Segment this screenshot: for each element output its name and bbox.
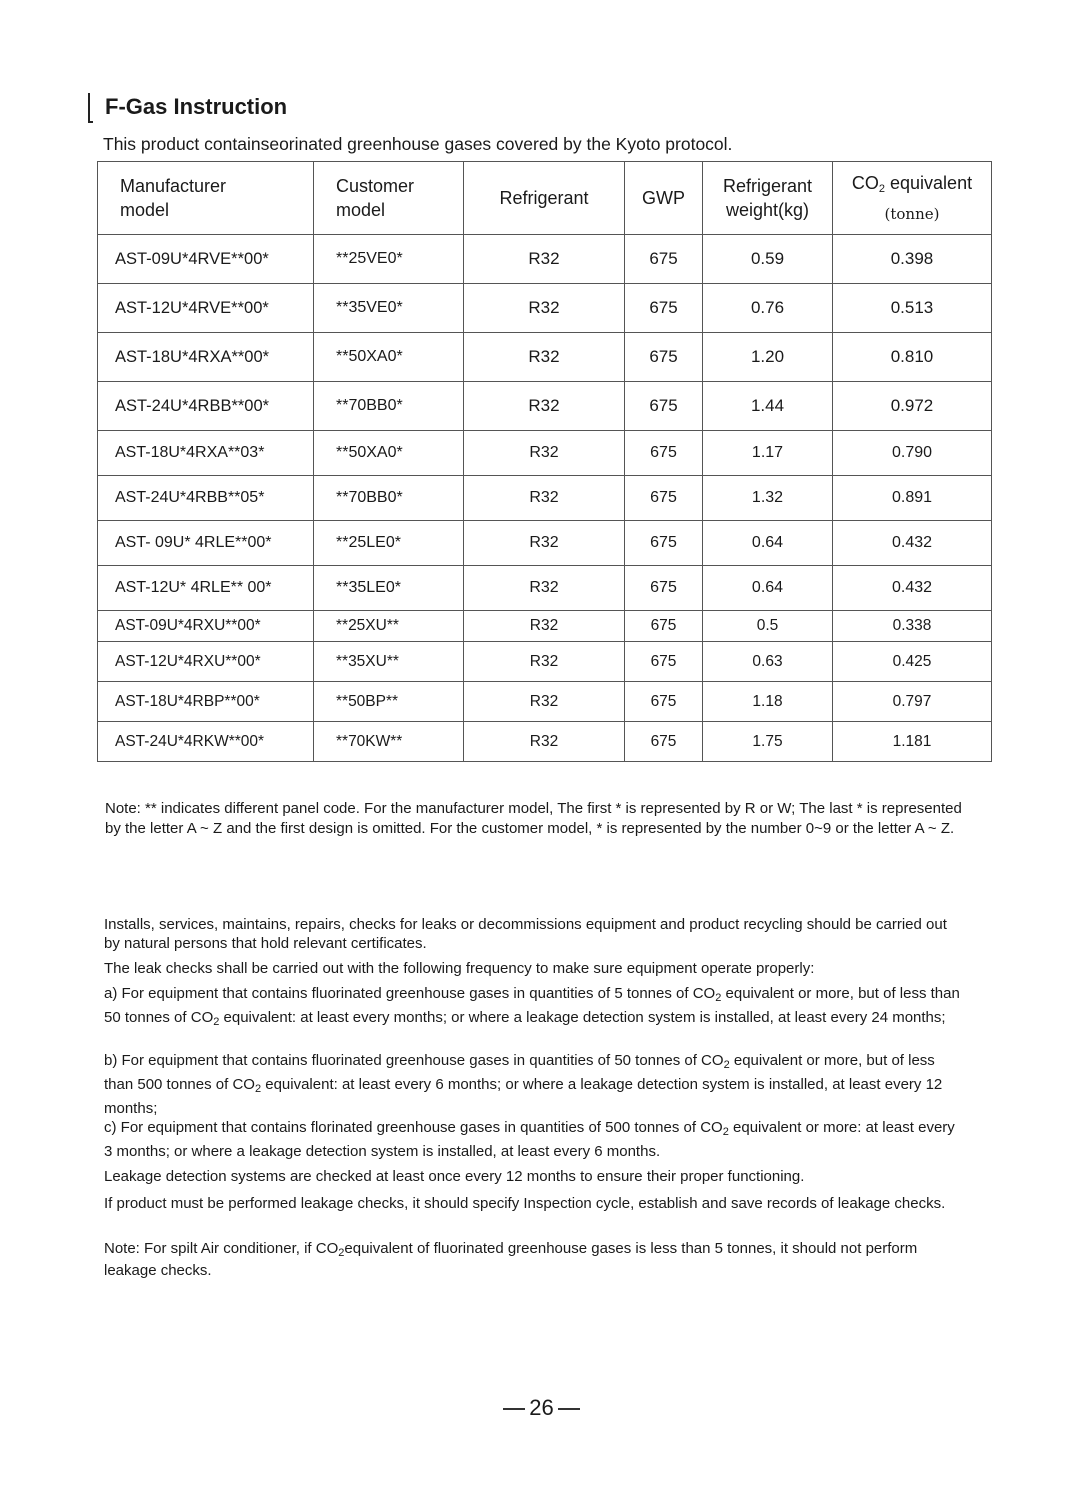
cell-manufacturer: AST-24U*4RBB**00* [98,382,314,431]
cell-customer: **50BP** [314,682,464,722]
page-title: F-Gas Instruction [105,94,288,119]
certification-paragraph: Installs, services, maintains, repairs, checks for leaks or decommissions equipment and product recycling should be carried out by natural persons that hold relevant certificates. [104,916,947,952]
cell-refrigerant: R32 [464,476,625,521]
cell-refrigerant: R32 [464,682,625,722]
cell-weight: 1.75 [703,722,833,762]
cell-co2: 0.338 [833,611,992,642]
fgas-table [97,161,992,762]
cell-refrigerant: R32 [464,642,625,682]
panel-code-note: Note: ** indicates different panel code. For the manufacturer model, The first * is represented by R or W; The last * is represented by the letter A ~ Z and the first design is omitted. For the customer model, * is represented by the number 0~9 or the letter A ~ Z. [105,800,962,837]
cell-refrigerant: R32 [464,722,625,762]
inspection-records-paragraph: If product must be performed leakage checks, it should specify Inspection cycle, establish and save records of leakage checks. [104,1195,946,1212]
cell-gwp: 675 [625,682,703,722]
cell-refrigerant: R32 [464,431,625,476]
cell-co2: 0.797 [833,682,992,722]
table-row [98,566,992,611]
col-customer-model: Customer model [314,162,464,235]
cell-gwp: 675 [625,235,703,284]
cell-co2: 0.891 [833,476,992,521]
intro-text: This product containseorinated greenhouse gases covered by the Kyoto protocol. [103,134,733,154]
cell-weight: 1.32 [703,476,833,521]
split-ac-note: Note: For spilt Air conditioner, if $CO_2equivalent$ of fluorinated greenhouse gases is less than 5 tonnes, it should not perform leakage checks. [104,1240,918,1279]
cell-refrigerant: R32 [464,521,625,566]
cell-manufacturer: AST-12U* 4RLE** 00* [98,566,314,611]
cell-refrigerant: R32 [464,611,625,642]
table-row [98,642,992,682]
leak-check-item-b: b) For equipment that contains fluorinated greenhouse gases in quantities of 50 tonnes of $CO_2$ equivalent or more, but of less than 500 tonnes of $CO_2$ equivalent: at least every 6 months; or where a leakage detection system is installed, at least every 12 months; [104,1052,943,1117]
cell-weight: 1.17 [703,431,833,476]
cell-gwp: 675 [625,521,703,566]
cell-gwp: 675 [625,382,703,431]
table-row [98,382,992,431]
cell-manufacturer: AST-18U*4RXA**03* [98,431,314,476]
cell-co2: 0.972 [833,382,992,431]
cell-weight: 0.63 [703,642,833,682]
cell-customer: **50XA0* [314,431,464,476]
cell-customer: **70BB0* [314,382,464,431]
cell-refrigerant: R32 [464,235,625,284]
cell-gwp: 675 [625,333,703,382]
col-manufacturer-model: Manufacturer model [98,162,314,235]
cell-customer: **50XA0* [314,333,464,382]
cell-weight: 1.18 [703,682,833,722]
cell-manufacturer: AST-18U*4RBP**00* [98,682,314,722]
leak-check-item-c: c) For equipment that contains florinated greenhouse gases in quantities of 500 tonnes of $CO_2$ equivalent or more: at least every 3 months; or where a leakage detection system is installed, at least every 6 months. [104,1119,955,1160]
cell-customer: **35LE0* [314,566,464,611]
table-row [98,284,992,333]
dash-left [503,1408,525,1410]
cell-manufacturer: AST- 09U* 4RLE**00* [98,521,314,566]
cell-customer: **25XU** [314,611,464,642]
cell-weight: 0.64 [703,521,833,566]
cell-co2: 0.398 [833,235,992,284]
cell-refrigerant: R32 [464,284,625,333]
cell-refrigerant: R32 [464,333,625,382]
cell-gwp: 675 [625,722,703,762]
table-row [98,235,992,284]
cell-gwp: 675 [625,566,703,611]
cell-customer: **25LE0* [314,521,464,566]
table-row [98,476,992,521]
cell-co2: 0.425 [833,642,992,682]
leak-check-frequency-intro: The leak checks shall be carried out with the following frequency to make sure equipment operate properly: [104,960,815,977]
leak-detection-check-paragraph: Leakage detection systems are checked at least once every 12 months to ensure their proper functioning. [104,1168,805,1185]
cell-gwp: 675 [625,642,703,682]
cell-manufacturer: AST-18U*4RXA**00* [98,333,314,382]
cell-manufacturer: AST-12U*4RVE**00* [98,284,314,333]
cell-weight: 0.5 [703,611,833,642]
cell-gwp: 675 [625,284,703,333]
cell-co2: 0.790 [833,431,992,476]
cell-co2: 0.432 [833,521,992,566]
cell-manufacturer: AST-24U*4RBB**05* [98,476,314,521]
cell-co2: 0.432 [833,566,992,611]
cell-co2: 0.810 [833,333,992,382]
table-row [98,521,992,566]
table-row [98,722,992,762]
cell-refrigerant: R32 [464,382,625,431]
cell-co2: 0.513 [833,284,992,333]
table-row [98,611,992,642]
cell-gwp: 675 [625,431,703,476]
cell-manufacturer: AST-12U*4RXU**00* [98,642,314,682]
dash-right [558,1408,580,1410]
cell-manufacturer: AST-09U*4RXU**00* [98,611,314,642]
table-row [98,333,992,382]
cell-customer: **25VE0* [314,235,464,284]
cell-co2: 1.181 [833,722,992,762]
cell-gwp: 675 [625,476,703,521]
col-gwp: GWP [625,162,703,235]
col-refrigerant-weight: Refrigerant weight(kg) [703,162,833,235]
col-refrigerant: Refrigerant [464,162,625,235]
table-row [98,682,992,722]
cell-gwp: 675 [625,611,703,642]
page-number: 26 [0,1395,1083,1421]
cell-manufacturer: AST-09U*4RVE**00* [98,235,314,284]
col-co2-equivalent: $CO_2$ equivalent (tonne) [833,162,992,235]
heading-marker [88,93,90,123]
cell-customer: **70KW** [314,722,464,762]
leak-check-item-a: a) For equipment that contains fluorinated greenhouse gases in quantities of 5 tonnes of $CO_2$ equivalent or more, but of less than 50 tonnes of $CO_2$ equivalent: at least every months; or where a leakage detection system is installed, at least every 24 months; [104,985,960,1028]
cell-weight: 0.59 [703,235,833,284]
cell-customer: **35VE0* [314,284,464,333]
cell-weight: 0.76 [703,284,833,333]
table-header-row [98,162,992,235]
cell-customer: **70BB0* [314,476,464,521]
cell-weight: 0.64 [703,566,833,611]
cell-manufacturer: AST-24U*4RKW**00* [98,722,314,762]
cell-weight: 1.44 [703,382,833,431]
cell-customer: **35XU** [314,642,464,682]
table-row [98,431,992,476]
cell-refrigerant: R32 [464,566,625,611]
cell-weight: 1.20 [703,333,833,382]
